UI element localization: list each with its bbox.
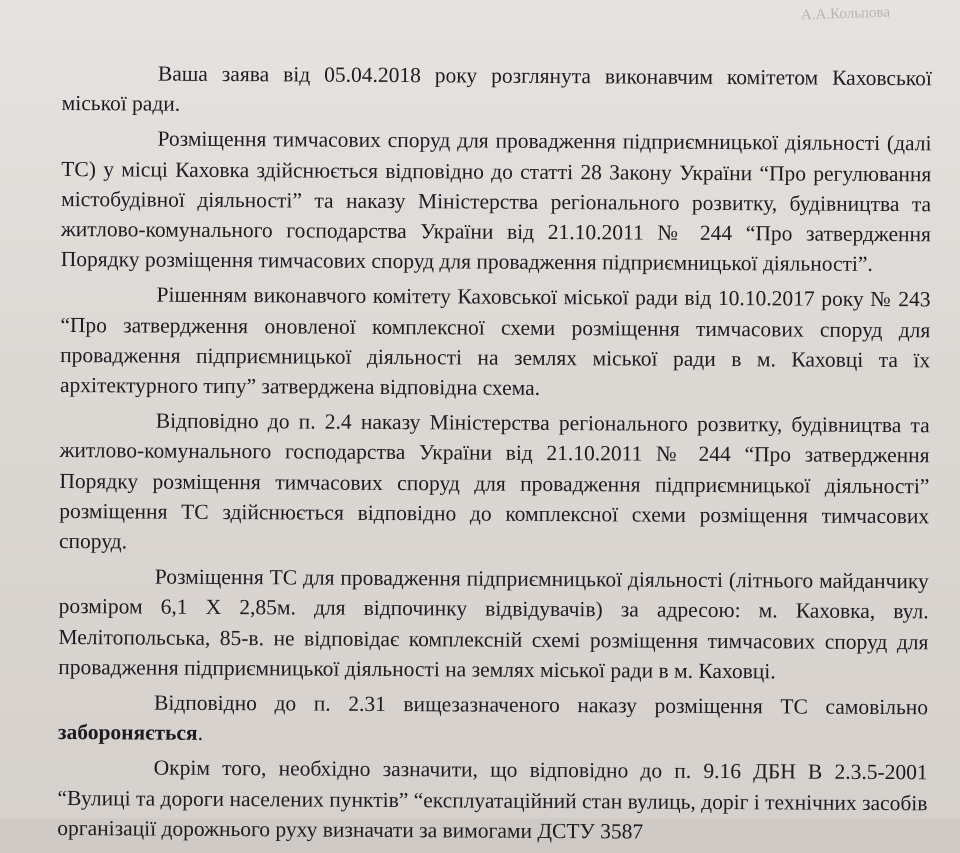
prohibition-end: . bbox=[197, 721, 204, 746]
paragraph-site-mismatch: Розміщення ТС для провадження підприємницької діяльності (літнього майданчику розміром 6,1 Х 2,85м. для відпочинку відвідувачів) за адресою: м. Каховка, вул. Мелітопольська, 85-в. не відповідає комплексній схемі розміщення тимчасових споруд для провадження підприємницької діяльності на землях міської ради в м. Каховці. bbox=[58, 564, 929, 684]
paragraph-application-reviewed: Ваша заява від 05.04.2018 року розглянута виконавчим комітетом Каховської міської ради. bbox=[61, 61, 932, 116]
paragraph-order-clause: Відповідно до п. 2.4 наказу Міністерства регіонального розвитку, будівництва та житлово-комунального господарства України від 21.10.2011 № 244 “Про затвердження Порядку розміщення тимчасових споруд для провадження підприємницької діяльності” розміщення ТС здійснюється відповідно до комплексної схеми розміщення тимчасових споруд. bbox=[58, 408, 930, 554]
paragraph-placement-law: Розміщення тимчасових споруд для провадження підприємницької діяльності (далі ТС) у місці Каховка здійснюється відповідно до статті 28 Закону України “Про регулювання містобудівної діяльності” та наказу Міністерства регіонального розвитку, будівництва та житлово-комунального господарства України від 21.10.2011 № 244 “Про затвердження Порядку розміщення тимчасових споруд для провадження підприємницької діяльності”. bbox=[60, 126, 932, 277]
paragraph-prohibition bbox=[58, 687, 928, 753]
prohibition-text: Відповідно до п. 2.31 вищезазначеного наказу розміщення ТС самовільно bbox=[153, 690, 929, 720]
letter-body bbox=[57, 58, 932, 853]
header-mark: A.A.Кольпова bbox=[800, 4, 891, 24]
prohibition-bold-word: забороняється bbox=[57, 720, 198, 746]
paragraph-road-standards: Окрім того, необхідно зазначити, що відповідно до п. 9.16 ДБН В 2.3.5-2001 “Вулиці та дороги населених пунктів” “експлуатаційний стан вулиць, доріг і технічних засобів організації дорожнього руху визначати за вимогами ДСТУ 3587 bbox=[57, 756, 928, 844]
paragraph-committee-decision: Рішенням виконавчого комітету Каховської міської ради від 10.10.2017 року № 243 “Про затвердження оновленої комплексної схеми розміщення тимчасових споруд для провадження підприємницької діяльності на землях міської ради в м. Каховці та їх архітектурного типу” затверджена відповідна схема. bbox=[59, 283, 931, 400]
